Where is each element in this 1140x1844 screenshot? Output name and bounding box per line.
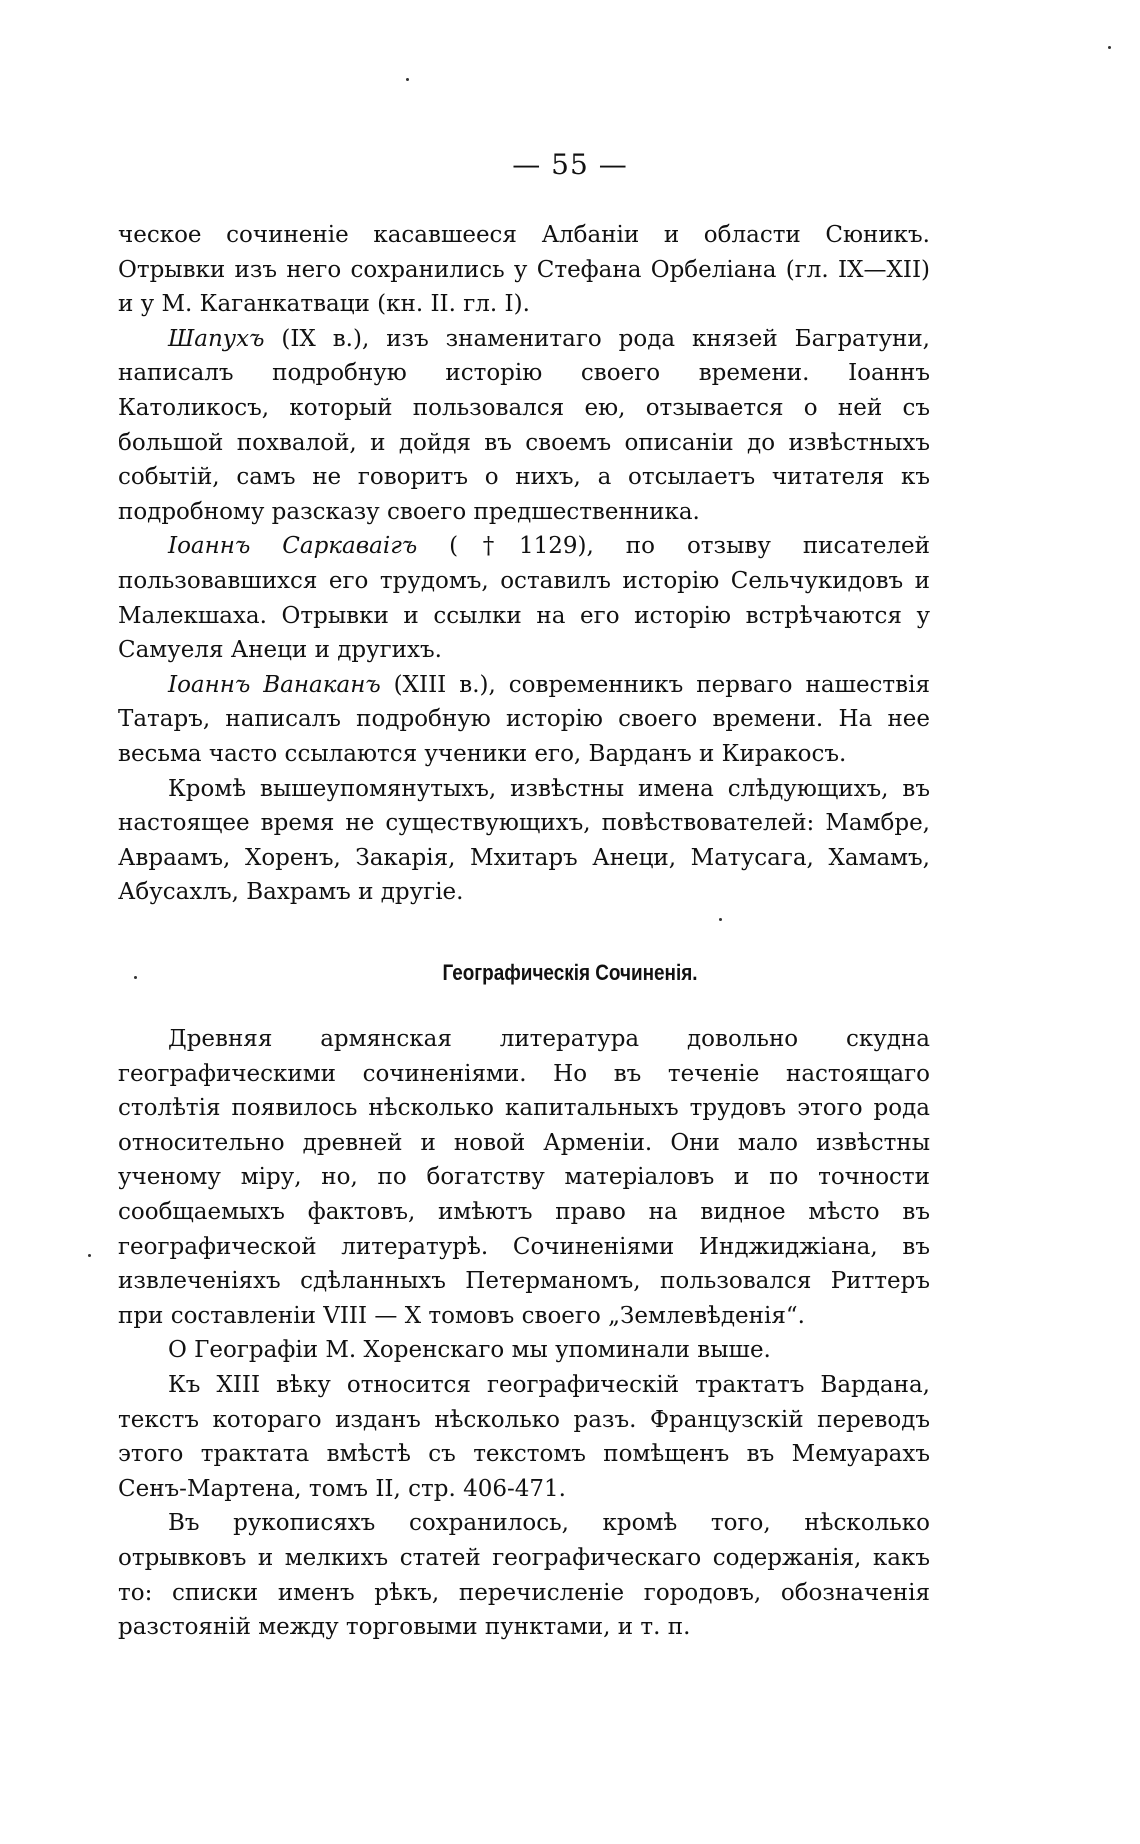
geography-section: [118, 1022, 930, 1645]
paragraph-shapukh: [118, 322, 930, 530]
page-number: — 55 —: [512, 148, 628, 181]
section-heading: Географическія Сочиненія.: [442, 960, 698, 985]
paragraph-text: Кромѣ вышеупомянутыхъ, извѣстны имена слѣдующихъ, въ настоящее время не существующихъ, повѣствователей: Мамбре, Авраамъ, Хоренъ, Закарія, Мхитаръ Анеци, Матусага, Хамамъ, Абусахлъ, Вахрамъ и другіе.: [118, 775, 930, 906]
author-name: Шапухъ: [168, 325, 265, 352]
paragraph-sarkavag: [118, 529, 930, 667]
paragraph-khorenatsi: [118, 1333, 930, 1368]
paragraph-manuscripts: [118, 1506, 930, 1644]
paragraph-text: Къ XIII вѣку относится географическій трактатъ Вардана, текстъ котораго изданъ нѣсколько разъ. Французскій переводъ этого трактата вмѣстѣ съ текстомъ помѣщенъ въ Мемуарахъ Сенъ-Мартена, томъ II, стр. 406-471.: [118, 1371, 930, 1502]
paragraph-text: О Географіи М. Хоренскаго мы упоминали выше.: [168, 1337, 771, 1364]
scan-speck: [719, 918, 722, 921]
paragraph-vardan: [118, 1368, 930, 1506]
author-name: Іоаннъ Ванаканъ: [168, 671, 381, 698]
paragraph-text: Древняя армянская литература довольно скудна географическими сочиненіями. Но въ теченіе настоящаго столѣтія появилось нѣсколько капитальныхъ трудовъ этого рода относительно древней и новой Арменіи. Они мало извѣстны ученому міру, но, по богатству матеріаловъ и по точности сообщаемыхъ фактовъ, имѣютъ право на видное мѣсто въ географической литературѣ. Сочиненіями Инджиджіана, въ извлеченіяхъ сдѣланныхъ Петерманомъ, пользовался Риттеръ при составленіи VIII — X томовъ своего „Землевѣденія“.: [118, 1026, 930, 1329]
paragraph-continuation: [118, 218, 930, 322]
paragraph-text: (†1129), по отзыву писателей пользовавшихся его трудомъ, оставилъ исторію Сельчукидовъ и Малекшаха. Отрывки и ссылки на его исторію встрѣчаются у Самуеля Анеци и другихъ.: [118, 533, 930, 664]
paragraph-geography-intro: [118, 1022, 930, 1333]
scan-speck: [406, 78, 409, 81]
paragraph-text: (XIII в.), современникъ перваго нашествія Татаръ, написалъ подробную исторію своего времени. На нее весьма часто ссылаются ученики его, Варданъ и Киракосъ.: [118, 671, 930, 767]
paragraph-other-narrators: [118, 772, 930, 910]
scan-speck: [1108, 46, 1111, 49]
historians-section: [118, 218, 930, 910]
paragraph-vanakan: [118, 668, 930, 772]
paragraph-text: Въ рукописяхъ сохранилось, кромѣ того, нѣсколько отрывковъ и мелкихъ статей географическаго содержанія, какъ то: списки именъ рѣкъ, перечисленіе городовъ, обозначенія разстояній между торговыми пунктами, и т. п.: [118, 1510, 930, 1641]
paragraph-text: (IX в.), изъ знаменитаго рода князей Багратуни, написалъ подробную исторію своего времени. Іоаннъ Католикосъ, который пользовался ею, отзывается о ней съ большой похвалой, и дойдя въ своемъ описаніи до извѣстныхъ событій, самъ не говоритъ о нихъ, а отсылаетъ читателя къ подробному разсказу своего предшественника.: [118, 325, 930, 525]
scan-speck: [134, 976, 137, 979]
author-name: Іоаннъ Саркаваігъ: [168, 533, 418, 560]
paragraph-text: ческое сочиненіе касавшееся Албаніи и области Сюникъ. Отрывки изъ него сохранились у Стефана Орбеліана (гл. IX—XII) и у М. Каганкатваци (кн. II. гл. I).: [118, 222, 930, 318]
scan-speck: [88, 1254, 91, 1257]
